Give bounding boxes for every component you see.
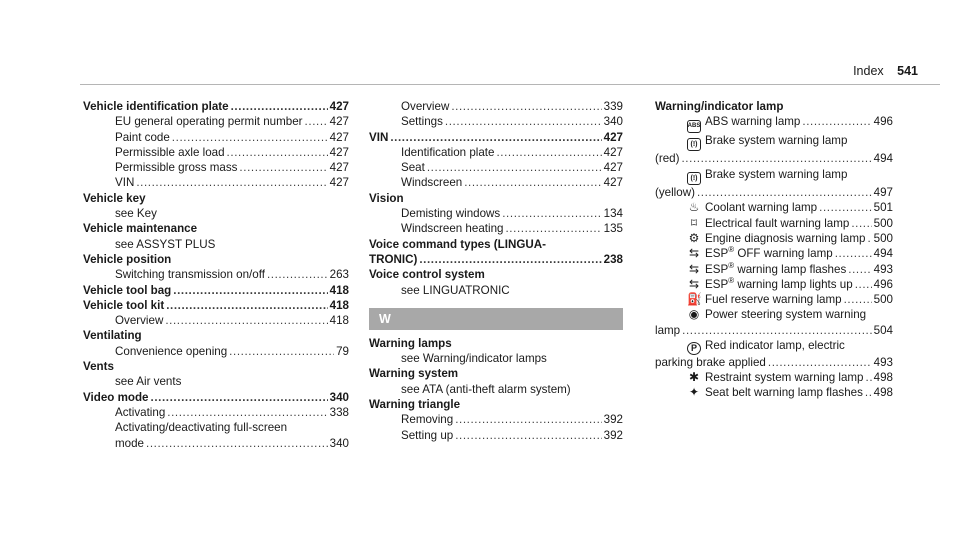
index-entry: Vehicle maintenance [83, 222, 198, 236]
seat-belt-icon: ✦ [688, 385, 700, 400]
see-reference[interactable]: see Key [115, 207, 157, 221]
index-subentry[interactable]: Permissible axle load ..... 427 [83, 145, 349, 160]
see-reference[interactable]: see ATA (anti-theft alarm system) [401, 382, 571, 396]
airbag-icon: ✱ [688, 369, 700, 384]
index-subentry[interactable]: Demisting windows ..... 134 [369, 206, 623, 221]
index-subentry[interactable]: Paint code ..... 427 [83, 130, 349, 145]
index-subentry-line: (!) Brake system warning lamp [655, 167, 893, 186]
index-subentry[interactable]: lamp ..... 504 [655, 323, 893, 338]
index-subentry[interactable]: Windscreen heating ..... 135 [369, 221, 623, 236]
index-column-2 [369, 99, 623, 443]
index-subentry[interactable]: EU general operating permit number ..... 427 [83, 114, 349, 129]
esp-icon: ⇆ [688, 261, 700, 276]
index-subentry[interactable]: Overview ..... 418 [83, 313, 349, 328]
esp-off-icon: ⇆ [688, 246, 700, 261]
index-subentry[interactable]: ⇆ ESP® warning lamp lights up ..... 496 [655, 277, 893, 292]
index-entry: Vehicle position [83, 252, 172, 266]
index-entry: Vehicle key [83, 191, 146, 205]
index-subentry[interactable]: Overview ..... 339 [369, 99, 623, 114]
power-steering-icon: ◉ [688, 307, 700, 322]
index-subentry[interactable]: Seat ..... 427 [369, 160, 623, 175]
index-subentry[interactable]: (red) ..... 494 [655, 151, 893, 166]
index-subentry-line: P Red indicator lamp, electric [655, 338, 893, 355]
index-entry: Warning lamps [369, 336, 452, 350]
index-entry: Ventilating [83, 329, 142, 343]
index-subentry[interactable]: ⇆ ESP® warning lamp flashes ..... 493 [655, 262, 893, 277]
see-reference[interactable]: see ASSYST PLUS [115, 237, 216, 251]
letter-section-bar: W [369, 308, 623, 330]
abs-warning-icon: ABS [687, 120, 701, 133]
index-entry[interactable]: VIN ..... 427 [369, 130, 623, 145]
index-subentry[interactable]: Permissible gross mass ..... 427 [83, 160, 349, 175]
index-subentry[interactable]: ✱ Restraint system warning lamp ..... 498 [655, 370, 893, 385]
header-rule [80, 84, 940, 85]
index-subentry-line: (!) Brake system warning lamp [655, 133, 893, 152]
index-column-1 [83, 99, 349, 451]
brake-warning-icon: (!) [687, 172, 701, 185]
index-subentry[interactable]: ABS ABS warning lamp ..... 496 [655, 114, 893, 133]
index-entry: Vision [369, 191, 404, 205]
page-number: 541 [897, 64, 918, 78]
index-entry[interactable]: Vehicle tool kit ..... 418 [83, 298, 349, 313]
index-subentry[interactable]: Convenience opening ..... 79 [83, 344, 349, 359]
index-subentry[interactable]: Windscreen ..... 427 [369, 175, 623, 190]
index-subentry[interactable]: parking brake applied ..... 493 [655, 355, 893, 370]
index-subentry[interactable]: VIN ..... 427 [83, 175, 349, 190]
index-subentry[interactable]: ⇆ ESP® OFF warning lamp ..... 494 [655, 246, 893, 261]
index-subentry-line: ◉ Power steering system warning [688, 307, 867, 322]
index-entry[interactable]: Vehicle tool bag ..... 418 [83, 283, 349, 298]
index-entry: Warning triangle [369, 398, 461, 412]
index-subentry[interactable]: mode ..... 340 [83, 436, 349, 451]
parking-brake-icon: P [687, 342, 701, 355]
index-subentry[interactable]: ♨ Coolant warning lamp ..... 501 [655, 200, 893, 215]
index-title: Index [853, 64, 884, 78]
index-column-3 [655, 99, 893, 400]
index-entry: Warning system [369, 367, 459, 381]
index-subentry[interactable]: Removing ..... 392 [369, 412, 623, 427]
see-reference[interactable]: see Air vents [115, 375, 182, 389]
esp-icon: ⇆ [688, 276, 700, 291]
index-entry: Warning/indicator lamp [655, 100, 784, 113]
brake-warning-icon: (!) [687, 138, 701, 151]
index-subentry[interactable]: Identification plate ..... 427 [369, 145, 623, 160]
engine-icon: ⚙ [688, 230, 700, 245]
index-entry: Voice control system [369, 268, 485, 282]
index-entry: Vents [83, 360, 114, 374]
index-entry[interactable]: TRONIC) ..... 238 [369, 252, 623, 267]
see-reference[interactable]: see Warning/indicator lamps [401, 352, 547, 366]
index-subentry[interactable]: Setting up ..... 392 [369, 428, 623, 443]
index-subentry[interactable]: Switching transmission on/off ..... 263 [83, 267, 349, 282]
see-reference[interactable]: see LINGUATRONIC [401, 283, 510, 297]
index-subentry[interactable]: ⚙ Engine diagnosis warning lamp ..... 500 [655, 231, 893, 246]
index-entry-line: Voice command types (LINGUA- [369, 237, 546, 251]
index-subentry[interactable]: ⌑ Electrical fault warning lamp ..... 500 [655, 216, 893, 231]
index-subentry[interactable]: (yellow) ..... 497 [655, 185, 893, 200]
index-subentry[interactable]: Settings ..... 340 [369, 114, 623, 129]
index-subentry-line: Activating/deactivating full-screen [115, 421, 288, 435]
index-entry[interactable]: Vehicle identification plate ..... 427 [83, 99, 349, 114]
coolant-temperature-icon: ♨ [688, 200, 700, 215]
page-header [853, 64, 918, 78]
battery-icon: ⌑ [690, 215, 698, 230]
fuel-pump-icon: ⛽ [687, 292, 702, 307]
index-subentry[interactable]: Activating ..... 338 [83, 405, 349, 420]
index-subentry[interactable]: ✦ Seat belt warning lamp flashes ..... 498 [655, 385, 893, 400]
index-entry[interactable]: Video mode ..... 340 [83, 390, 349, 405]
index-subentry[interactable]: ⛽ Fuel reserve warning lamp ..... 500 [655, 292, 893, 307]
